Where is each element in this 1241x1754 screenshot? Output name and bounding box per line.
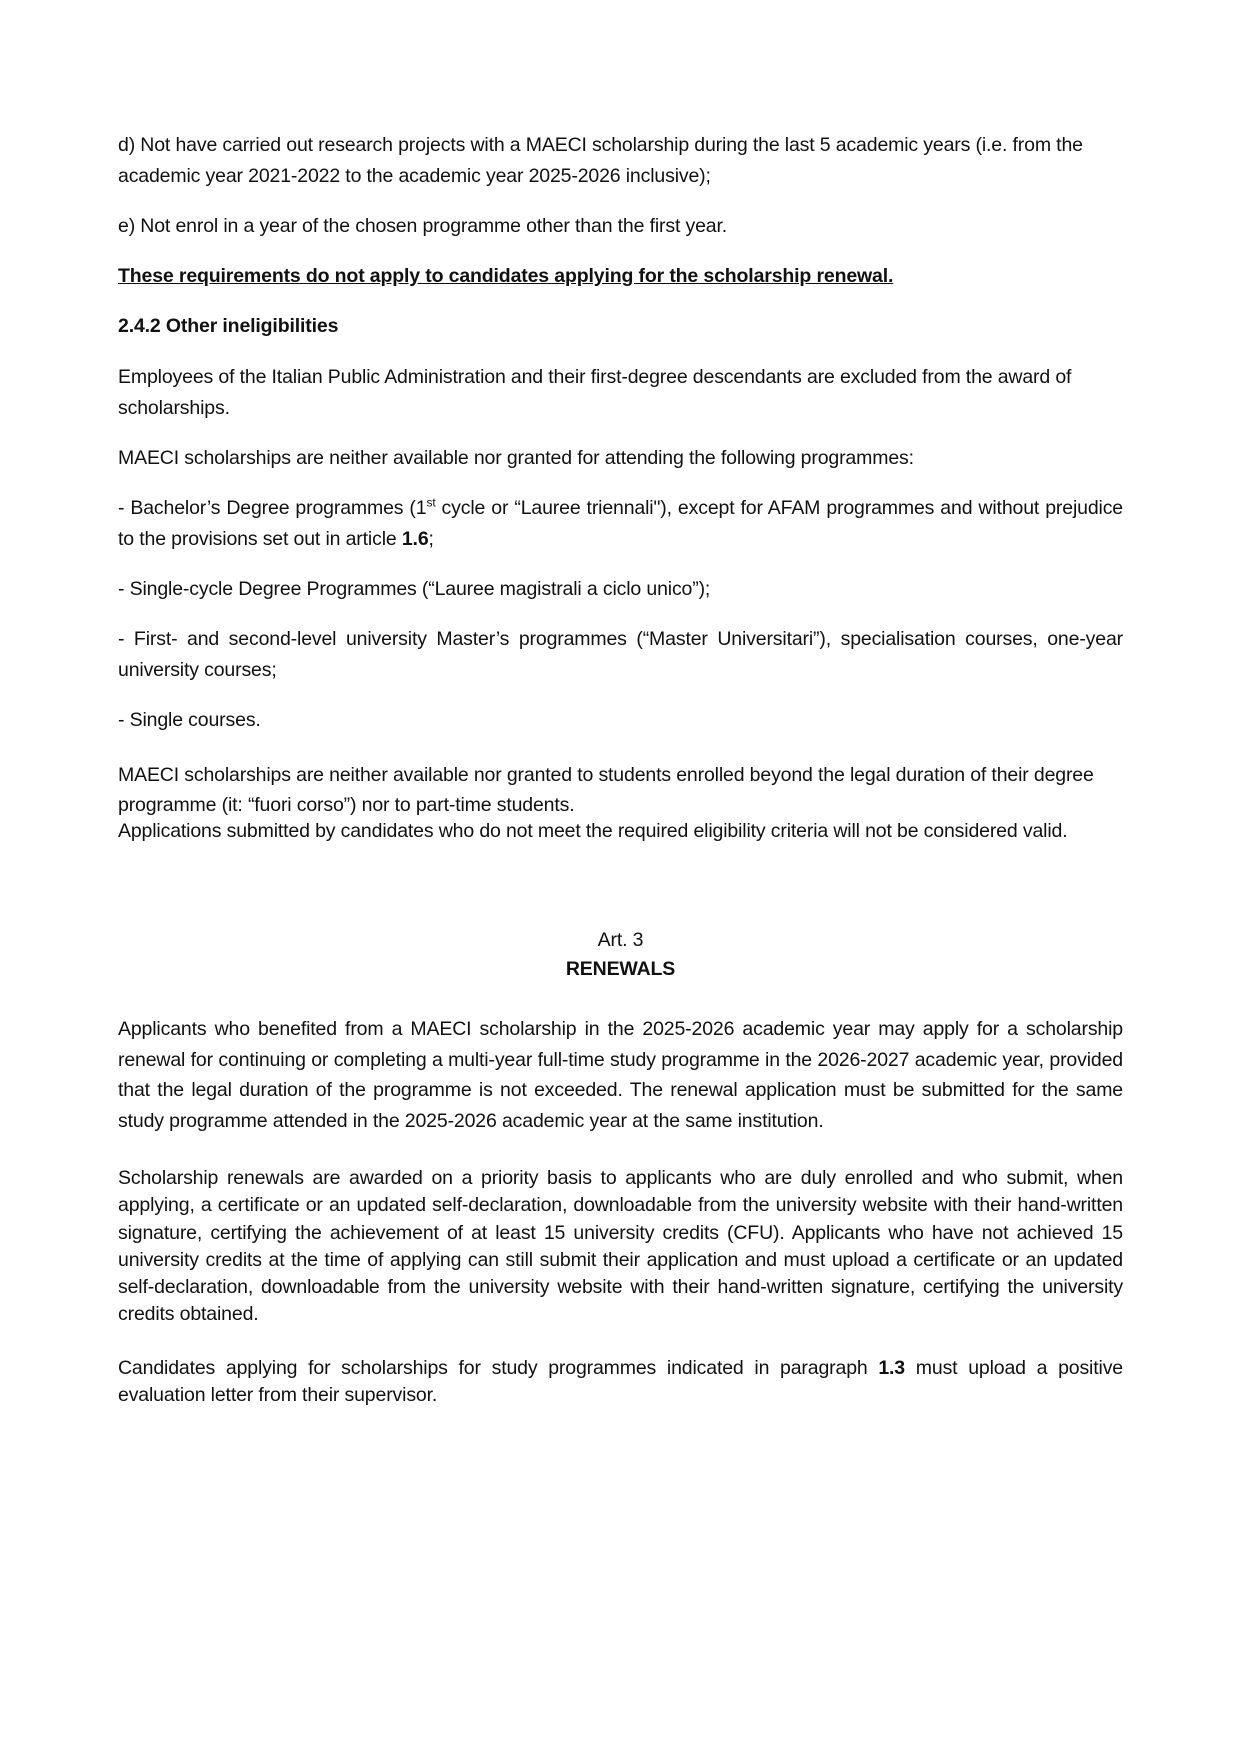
section-heading-other-ineligibilities: 2.4.2 Other ineligibilities [118,315,339,337]
supervisor-text-cont: must upload a positive evaluation letter from their supervisor. [118,1357,1123,1407]
article-number: Art. 3 [597,929,644,951]
paragraph-renewal-eligibility: Applicants who benefited from a MAECI scholarship in the 2025-2026 academic year may apply for a scholarship renewal for continuing or completing a multi-year full-time study programme in the 2026-2027 academic year, provided that the legal duration of the programme is not exceeded. The renewal application must be submitted for the same study programme attended in the 2025-2026 academic year at the same institution. [118,1018,1123,1132]
bullet-bachelor-end: ; [428,528,434,550]
article-title: RENEWALS [565,958,676,980]
bullet-bachelor-text: - Bachelor’s Degree programmes (1 [118,497,427,519]
paragraph-reference: 1.3 [878,1357,906,1379]
bullet-bachelor-degree [118,493,1123,555]
bullet-single-cycle: - Single-cycle Degree Programmes (“Lauree magistrali a ciclo unico”); [118,578,711,600]
bullet-masters-programmes: - First- and second-level university Master’s programmes (“Master Universitari”), specialisation courses, one-year university courses; [118,628,1123,681]
article-reference: 1.6 [401,528,429,550]
requirement-item-d: d) Not have carried out research projects with a MAECI scholarship during the last 5 academic years (i.e. from the academic year 2021-2022 to the academic year 2025-2026 inclusive); [118,134,1083,187]
requirement-item-e: e) Not enrol in a year of the chosen programme other than the first year. [118,215,728,237]
paragraph-invalid-applications: Applications submitted by candidates who do not meet the required eligibility criteria will not be considered valid. [118,820,1068,842]
paragraph-employees-excluded: Employees of the Italian Public Administration and their first-degree descendants are excluded from the award of scholarships. [118,366,1072,419]
paragraph-programmes-intro: MAECI scholarships are neither available nor granted for attending the following programmes: [118,447,914,469]
supervisor-text: Candidates applying for scholarships for study programmes indicated in paragraph [118,1357,879,1379]
bullet-bachelor-text-cont: cycle or “Lauree triennali"), except for AFAM programmes and without prejudice to the provisions set out in article [118,497,1123,550]
paragraph-renewal-priority: Scholarship renewals are awarded on a priority basis to applicants who are duly enrolled and who submit, when applying, a certificate or an updated self-declaration, downloadable from the university website with their hand-written signature, certifying the achievement of at least 15 university credits (CFU). Applicants who have not achieved 15 university credits at the time of applying can still submit their application and must upload a certificate or an updated self-declaration, downloadable from the university website with their hand-written signature, certifying the university credits obtained. [118,1167,1123,1326]
paragraph-fuori-corso: MAECI scholarships are neither available nor granted to students enrolled beyond the legal duration of their degree programme (it: “fuori corso”) nor to part-time students. [118,764,1094,816]
paragraph-supervisor-letter [118,1355,1123,1410]
bullet-single-courses: - Single courses. [118,709,261,731]
ordinal-superscript: st [426,495,436,510]
renewal-exemption-note: These requirements do not apply to candidates applying for the scholarship renewal. [118,265,894,287]
